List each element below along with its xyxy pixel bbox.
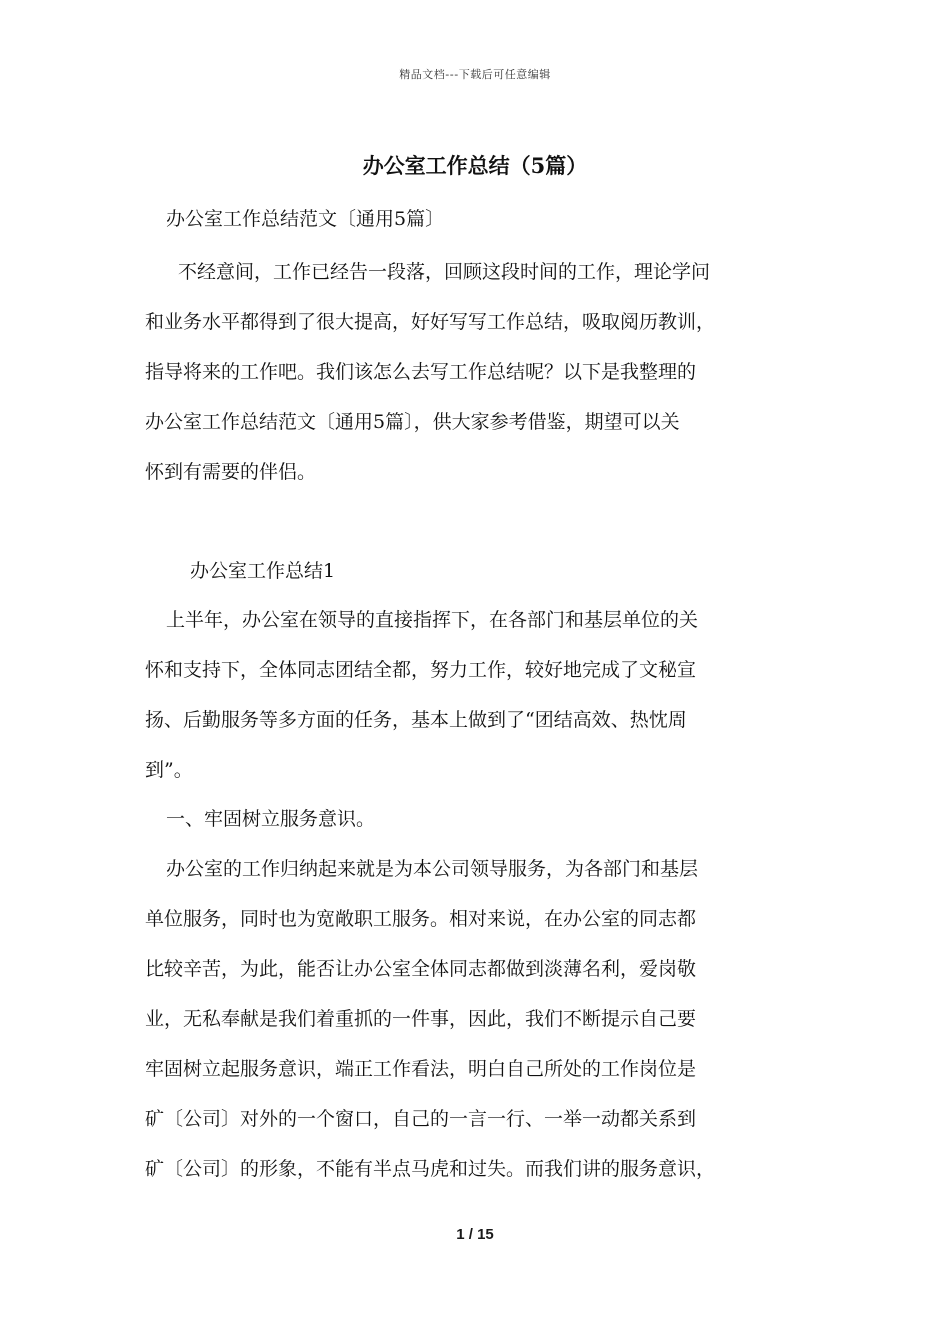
subsection-heading: 一、牢固树立服务意识。 bbox=[166, 808, 376, 830]
paragraph-line: 上半年，办公室在领导的直接指挥下，在各部门和基层单位的关 bbox=[166, 609, 699, 631]
paragraph-line: 怀到有需要的伴侣。 bbox=[145, 461, 317, 483]
section-heading: 办公室工作总结1 bbox=[190, 560, 336, 582]
document-title: 办公室工作总结（5篇） bbox=[362, 153, 588, 178]
subtitle-line: 办公室工作总结范文〔通用5篇〕 bbox=[166, 208, 445, 230]
paragraph-line: 矿〔公司〕对外的一个窗口，自己的一言一行、一举一动都关系到 bbox=[145, 1108, 697, 1130]
paragraph-line: 办公室的工作归纳起来就是为本公司领导服务，为各部门和基层 bbox=[166, 858, 699, 880]
paragraph-line: 矿〔公司〕的形象，不能有半点马虎和过失。而我们讲的服务意识， bbox=[145, 1158, 716, 1180]
paragraph-line: 到”。 bbox=[145, 759, 193, 781]
paragraph-line: 办公室工作总结范文〔通用5篇〕，供大家参考借鉴，期望可以关 bbox=[145, 411, 680, 433]
paragraph-line: 不经意间，工作已经告一段落，回顾这段时间的工作，理论学问 bbox=[178, 261, 711, 283]
paragraph-line: 牢固树立起服务意识，端正工作看法，明白自己所处的工作岗位是 bbox=[145, 1058, 697, 1080]
paragraph-line: 怀和支持下，全体同志团结全都，努力工作，较好地完成了文秘宣 bbox=[145, 659, 697, 681]
paragraph-line: 指导将来的工作吧。我们该怎么去写工作总结呢？以下是我整理的 bbox=[145, 361, 697, 383]
paragraph-line: 单位服务，同时也为宽敞职工服务。相对来说，在办公室的同志都 bbox=[145, 908, 697, 930]
paragraph-line: 和业务水平都得到了很大提高，好好写写工作总结，吸取阅历教训， bbox=[145, 311, 716, 333]
page-header: 精品文档---下载后可任意编辑 bbox=[399, 68, 551, 81]
paragraph-line: 比较辛苦，为此，能否让办公室全体同志都做到淡薄名利，爱岗敬 bbox=[145, 958, 697, 980]
paragraph-line: 业，无私奉献是我们着重抓的一件事，因此，我们不断提示自己要 bbox=[145, 1008, 697, 1030]
page-number: 1 / 15 bbox=[456, 1226, 494, 1243]
paragraph-line: 扬、后勤服务等多方面的任务，基本上做到了“团结高效、热忱周 bbox=[145, 709, 687, 731]
